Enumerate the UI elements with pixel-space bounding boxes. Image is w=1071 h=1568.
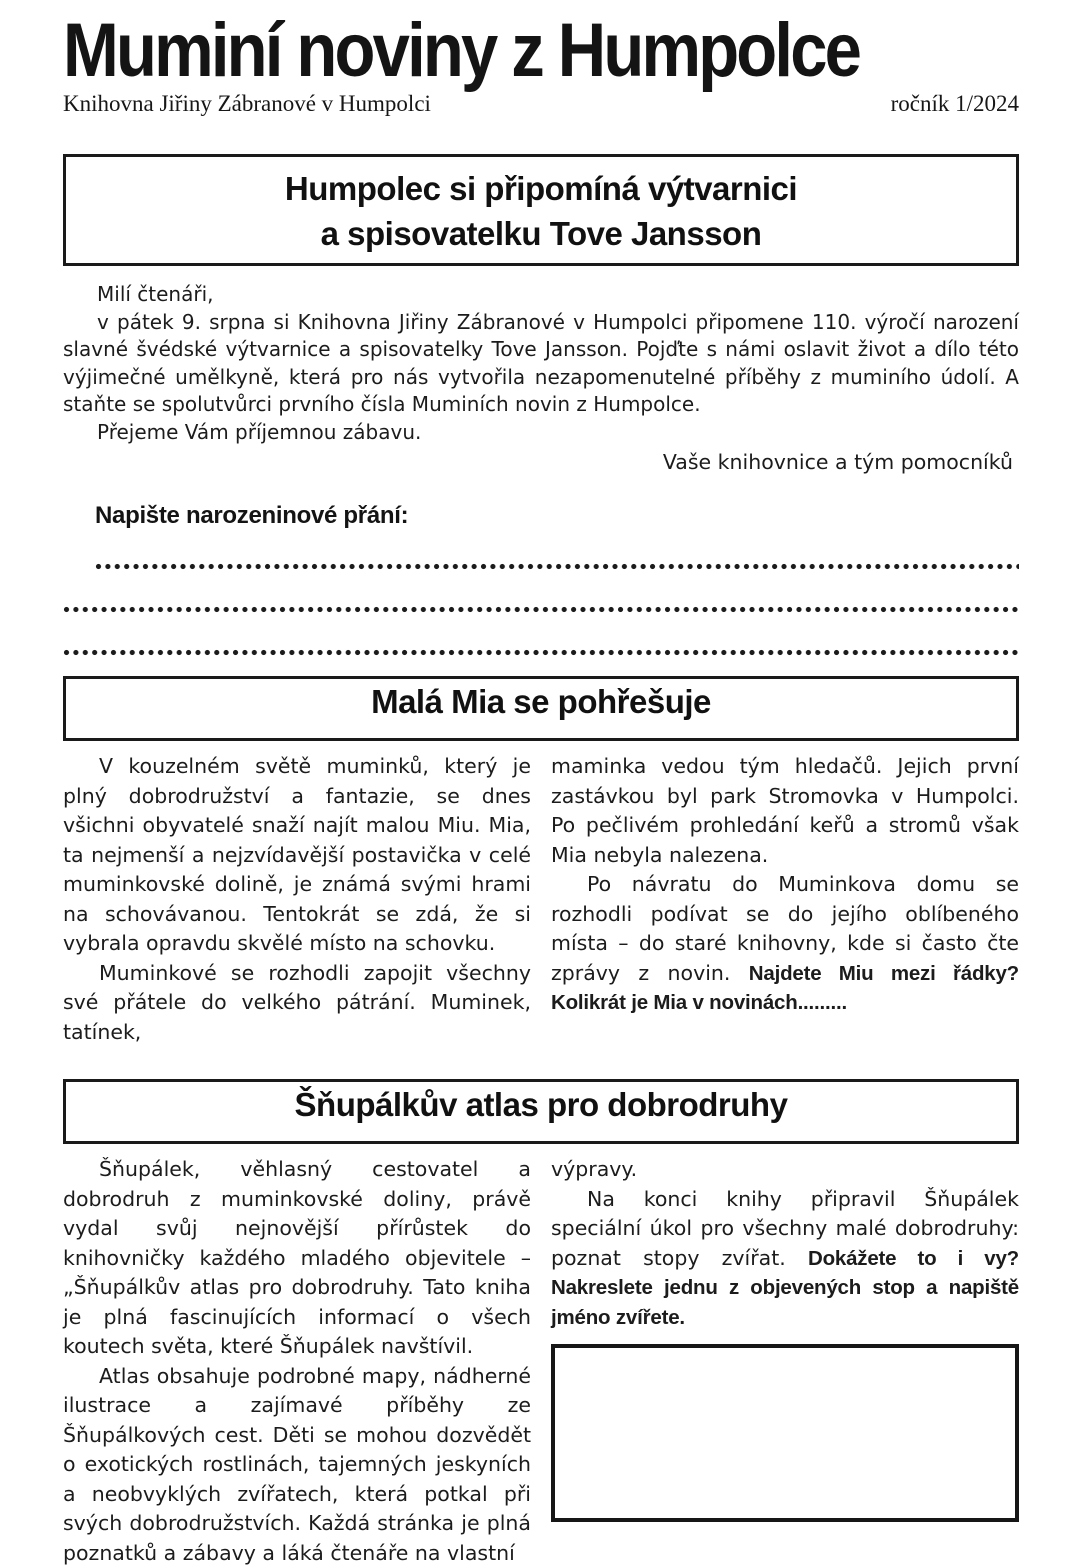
paragraph-text: Na konci knihy připravil Šňupálek speciální úkol pro všechny malé dobrodruhy: poznat stopy zvířat. (551, 1187, 1019, 1270)
birthday-wish-write-line-1[interactable] (95, 563, 1019, 570)
article-snufkin-atlas (63, 1079, 1019, 1568)
animal-track-drawing-box[interactable] (551, 1344, 1019, 1522)
page-header (63, 8, 1019, 118)
task-instruction: Dokážete to i vy? Nakreslete jednu z objevených stop a napiště jméno zvířete. (551, 1247, 1019, 1329)
paragraph: maminka vedou tým hledačů. Jejich první zastávkou byl park Stromovka v Humpolci. Po pečlivém prohledání keřů a stromů však Mia nebyla nalezena. (551, 752, 1019, 870)
headline-line-1: Humpolec si připomíná výtvarnici (76, 166, 1006, 211)
article-headline-box (63, 676, 1019, 741)
paragraph: Šňupálek, věhlasný cestovatel a dobrodruh z muminkovské doliny, právě vydal svůj nejnovější přírůstek do knihovničky každého mladého objevitele – „Šňupálkův atlas pro dobrodruhy. Tato kniha je plná fascinujících informací o všech koutech světa, které Šňupálek navštívil. (63, 1155, 531, 1362)
article-mia-missing (63, 676, 1019, 1047)
paragraph-closing: Přejeme Vám příjemnou zábavu. (63, 419, 1019, 447)
paragraph (551, 870, 1019, 1018)
riddle-question: Najdete Miu mezi řádky? Kolikrát je Mia v novinách......... (551, 962, 1019, 1015)
article-columns (63, 1155, 1019, 1568)
subhead-row (63, 90, 1019, 118)
column-left (63, 1155, 531, 1568)
paragraph: V kouzelném světě muminků, který je plný dobrodružství a fantazie, se dnes všichni obyvatelé snaží najít malou Miu. Mia, ta nejmenší a nejzvídavější postavička v celé muminkovské dolině, je známá svými hrami na schovávanou. Tentokrát se zdá, že si vybrala opravdu skvělé místo na schovku. (63, 752, 531, 959)
headline-line-2: a spisovatelku Tove Jansson (76, 211, 1006, 256)
birthday-wish-prompt: Napište narozeninové přání: (95, 502, 1019, 530)
paragraph-text: Po návratu do Muminkova domu se rozhodli podívat se do jejího oblíbeného místa – do staré knihovny, kde si často čte zprávy z novin. (551, 872, 1019, 985)
paragraph: Atlas obsahuje podrobné mapy, nádherné ilustrace a zajímavé příběhy ze Šňupálkových cest. Děti se mohou dozvědět o exotických rostlinách, tajemných jeskyních a neobvyklých zvířatech, která potkal při svých dobrodružstvích. Každá stránka je plná poznatků a zábavy a láká čtenáře na vlastní (63, 1362, 531, 1568)
paragraph: Muminkové se rozhodli zapojit všechny své přátele do velkého pátrání. Muminek, tatínek, (63, 959, 531, 1048)
paragraph (551, 1185, 1019, 1333)
paragraph-announcement: v pátek 9. srpna si Knihovna Jiřiny Zábranové v Humpolci připomene 110. výročí narození slavné švédské výtvarnice a spisovatelky Tove Jansson. Pojďte s námi oslavit život a dílo této výjimečné umělkyně, která pro nás vytvořila nezapomenutelné příběhy z muminího údolí. A staňte se spolutvůrci prvního čísla Muminích novin z Humpolce. (63, 309, 1019, 419)
column-left (63, 752, 531, 1047)
paragraph-salutation: Milí čtenáři, (63, 281, 1019, 309)
paragraph: výpravy. (551, 1155, 1019, 1185)
article-columns (63, 752, 1019, 1047)
newspaper-page (0, 8, 1071, 1448)
birthday-wish-write-line-3[interactable] (63, 649, 1019, 656)
masthead-title: Muminí noviny z Humpolce (63, 8, 952, 93)
article-headline-box (63, 1079, 1019, 1144)
column-right (551, 1155, 1019, 1568)
birthday-wish-write-line-2[interactable] (63, 606, 1019, 613)
article-headline-box (63, 154, 1019, 266)
headline: Šňupálkův atlas pro dobrodruhy (76, 1086, 1006, 1124)
column-right (551, 752, 1019, 1047)
publisher-name: Knihovna Jiřiny Zábranové v Humpolci (63, 90, 431, 118)
headline: Malá Mia se pohřešuje (76, 683, 1006, 721)
signature-line: Vaše knihovnice a tým pomocníků (63, 448, 1019, 476)
article-tove-jansson (63, 154, 1019, 656)
article-body (63, 281, 1019, 446)
issue-number: ročník 1/2024 (891, 90, 1019, 118)
